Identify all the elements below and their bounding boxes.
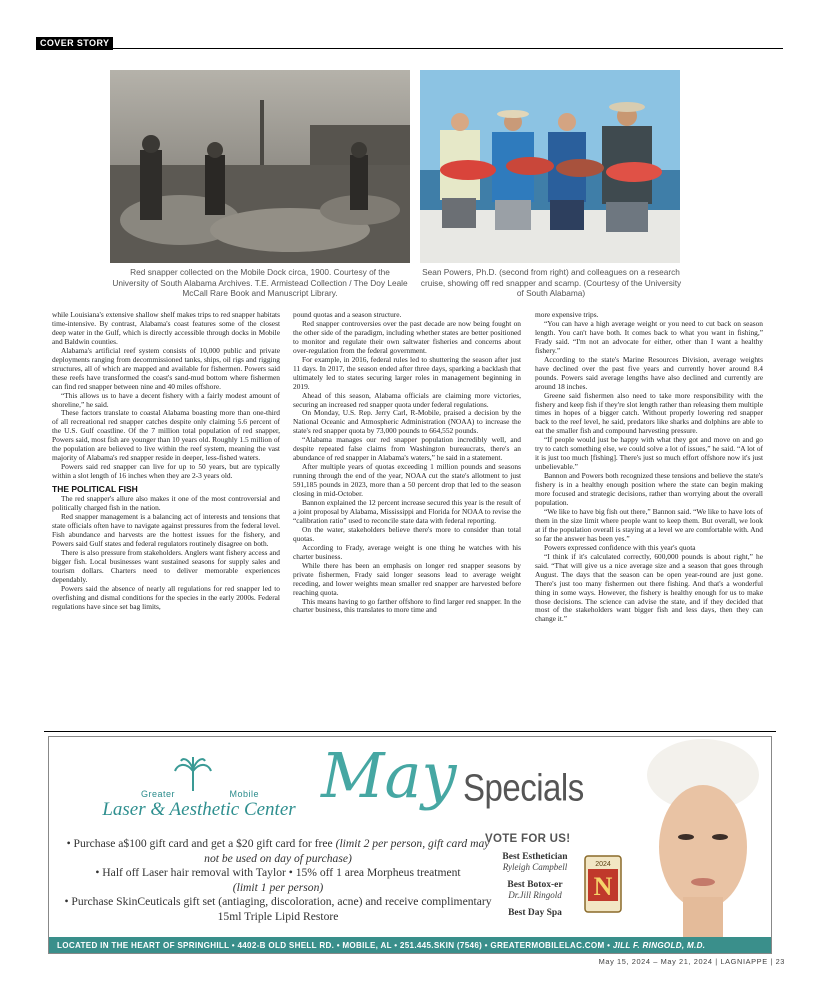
paragraph: While there has been an emphasis on longer red snapper seasons by private fishermen, Frady said longer seasons lead to average weight receding, and lower weights mean smaller red snapper are harvested before reaching quota. bbox=[293, 560, 521, 597]
paragraph: The red snapper's allure also makes it one of the most controversial and politically charged fish in the nation. bbox=[52, 494, 280, 513]
historic-dock-photo bbox=[110, 70, 410, 263]
article-column-3 bbox=[535, 311, 763, 624]
award-title: Best Botox-er bbox=[507, 880, 563, 890]
article-column-1 bbox=[52, 311, 280, 611]
paragraph: Ahead of this season, Alabama officials are claiming more victories, securing an increased red snapper quota under federal regulations. bbox=[293, 390, 521, 409]
page-folio: May 15, 2024 – May 21, 2024 | LAGNIAPPE | 23 bbox=[598, 957, 785, 966]
paragraph: “If people would just be happy with what they got and move on and go try to catch something else, we could solve a lot of issues,” he said. “A lot of it is just too much [fishing]. There's just so much effort offshore now it's just unbelievable.” bbox=[535, 435, 763, 472]
nappie-award-badge bbox=[584, 855, 622, 913]
paragraph: pound quotas and a season structure. bbox=[293, 310, 402, 319]
award-title: Best Esthetician bbox=[502, 852, 568, 862]
paragraph: On the water, stakeholders believe there's more to consider than total quotas. bbox=[293, 524, 521, 543]
ad-offers bbox=[63, 837, 493, 924]
ad-footer-text: LOCATED IN THE HEART OF SPRINGHILL • 4402-B OLD SHELL RD. • MOBILE, AL • 251.445.SKIN (7546) • GREATERMOBILELAC.COM • bbox=[57, 941, 611, 950]
paragraph: “We like to have big fish out there,” Bannon said. “We like to have lots of them in the size limit where people want to keep them. But overall, we look at if the population overall is staying at a level we are comfortable with. And so far the answer has been yes.” bbox=[535, 506, 763, 543]
paragraph: Greene said fishermen also need to take more responsibility with the fishery and keep fish if they're slot length rather than releasing them multiple times in hopes of a bigger catch. Without properly lowering red snapper back to the reef level, he said, predators like sharks and dolphins are able to eat the smaller fish and compound harvesting pressure. bbox=[535, 390, 763, 436]
paragraph: There is also pressure from stakeholders. Anglers want fishery access and bigger fish. Local businesses want sustained seasons for supply sales and tourism dollars. Charters need to deliver memorable experiences dependably. bbox=[52, 547, 280, 584]
paragraph: For example, in 2016, federal rules led to shuttering the season after just 11 days. In 2017, the season ended after three days, sparking a backlash that ultimately led to states securing larger roles in management beginning in 2019. bbox=[293, 354, 521, 391]
right-photo-caption: Sean Powers, Ph.D. (second from right) and colleagues on a research cruise, showing off red snapper and scamp. (Courtesy of the University of South Alabama) bbox=[420, 267, 682, 298]
page-number: 23 bbox=[775, 957, 785, 966]
ad-divider bbox=[44, 731, 776, 732]
paragraph: “Alabama manages our red snapper population incredibly well, and despite repeated false claims from Washington bureaucrats, there's an abundance of red snapper in Alabama's waters,” he said in a statement. bbox=[293, 435, 521, 463]
award-name: Dr.Jill Ringold bbox=[508, 890, 562, 900]
offer-1-note: (limit 2 per person, gift card may not be used on day of purchase) bbox=[204, 837, 490, 865]
brand-word-right: Mobile bbox=[229, 789, 259, 799]
paragraph: After multiple years of quotas exceeding 1 million pounds and seasons running through the end of the year, NOAA cut the state's allotment to just 591,185 pounds in 2023, more than a 50 percent drop that led to the season closing in mid-October. bbox=[293, 462, 521, 499]
paragraph: Powers said the absence of nearly all regulations for red snapper led to overfishing and dismal conditions for the species in the early 2000s. Federal regulations have since set bag limits, bbox=[52, 583, 280, 611]
paragraph: more expensive trips. bbox=[535, 310, 599, 319]
offer-2 bbox=[63, 866, 493, 895]
badge-year: 2024 bbox=[595, 861, 611, 868]
paragraph: On Monday, U.S. Rep. Jerry Carl, R-Mobile, praised a decision by the National Oceanic and Atmospheric Administration (NOAA) to increase the state's red snapper quota by 73,000 pounds to 664,552 pounds. bbox=[293, 408, 521, 436]
left-photo-caption: Red snapper collected on the Mobile Dock circa, 1900. Courtesy of the University of South Alabama Archives. T.E. Armistead Collection / The Doy Leale McCall Rare Book and Manuscript Library. bbox=[112, 267, 408, 298]
article-column-2 bbox=[293, 311, 521, 615]
research-cruise-photo bbox=[420, 70, 680, 263]
paragraph: According to Frady, average weight is one thing he watches with his charter business. bbox=[293, 542, 521, 561]
paragraph: Red snapper controversies over the past decade are now being fought on the other side of the paradigm, including whether states are better positioned to monitor and regulate their own saltwater fisheries and concerns about over-regulation from the federal government. bbox=[293, 318, 521, 355]
paragraph: Bannon and Powers both recognized these tensions and believe the state's fishery is in a healthy enough position where the state can begin making more focused and strategic decisions, rather than worrying about the overall population. bbox=[535, 471, 763, 508]
offer-2-text: • Half off Laser hair removal with Taylor • 15% off 1 area Morpheus treatment bbox=[95, 866, 461, 879]
header-rule bbox=[36, 48, 783, 49]
offer-1-text: • Purchase a$100 gift card and get a $20 gift card for free bbox=[66, 837, 333, 850]
badge-letter: N bbox=[593, 872, 613, 901]
paragraph: Bannon explained the 12 percent increase secured this year is the result of a joint proposal by Alabama, Mississippi and Florida for NOAA to revise the “calibration ratio” used to reconcile state data with federal reporting. bbox=[293, 498, 521, 525]
advertisement[interactable] bbox=[48, 736, 772, 954]
paragraph: “You can have a high average weight or you need to cut back on season length. You can't have both. It comes back to what you want in fishing,” Frady said. “I'm not an advocate for either, other than I want a healthy fishery.” bbox=[535, 318, 763, 355]
ad-footer-name: JILL F. RINGOLD, M.D. bbox=[612, 941, 706, 950]
paragraph: “This allows us to have a decent fishery with a fairly modest amount of shoreline,” he said. bbox=[52, 390, 280, 409]
paragraph: These factors translate to coastal Alabama boasting more than one-third of all recreational red snapper catches despite only claiming 5.6 percent of the U.S. Gulf coastline. Of the 7 million total population of red snapper, Powers said, most fish are younger than 10 years old. Roughly 1.5 million of the population are believed to live within the reef system, meaning the vast majority of Alabama's red snapper reside in deeper, less-fished waters. bbox=[52, 408, 280, 463]
paragraph: This means having to go farther offshore to find larger red snapper. In the charter business, this translates to more time and bbox=[293, 596, 521, 615]
awards-list bbox=[487, 852, 583, 918]
offer-1 bbox=[63, 837, 493, 866]
paragraph: Alabama's artificial reef system consists of 10,000 public and private deployments ranging from decommissioned tanks, ships, oil rigs and rigging structures, all of which are mapped and available for fishermen. Powers said these reefs have transformed the coast's sand-mud bottom where fishermen can find red snapper between nine and 40 miles offshore. bbox=[52, 345, 280, 391]
offer-3: • Purchase SkinCeuticals gift set (antiaging, discoloration, acne) and receive complimentary 15ml Triple Lipid Restore bbox=[64, 895, 492, 923]
model-face-image bbox=[631, 737, 772, 937]
paragraph: while Louisiana's extensive shallow shelf makes trips to red snapper habitats time-intensive. By contrast, Alabama's coast features some of the closest deep water in the Gulf, which is directly accessible through docks in Mobile and Baldwin counties. bbox=[52, 310, 280, 346]
paragraph: Red snapper management is a balancing act of interests and tensions that state officials often have to navigate against pressures from the federal level. Fish abundance and harvests are the hottest issues for the fishery, and Powers said Gulf states and federal regulators routinely disagree on both. bbox=[52, 511, 280, 548]
ad-headline-block: Specials bbox=[463, 766, 584, 809]
paragraph: Powers said red snapper can live for up to 50 years, but are typically within a slot length of 16 inches when they are 2-3 years old. bbox=[52, 462, 280, 481]
award-title: Best Day Spa bbox=[508, 908, 562, 918]
brand-word-left: Greater bbox=[141, 789, 176, 799]
section-heading: THE POLITICAL FISH bbox=[52, 484, 138, 495]
ad-brand bbox=[141, 789, 259, 799]
paragraph: Powers expressed confidence with this year's quota bbox=[544, 542, 696, 552]
offer-2-note: (limit 1 per person) bbox=[232, 880, 324, 894]
section-label: COVER STORY bbox=[36, 37, 113, 50]
vote-heading: VOTE FOR US! bbox=[485, 833, 571, 845]
paragraph: “I think if it's calculated correctly, 600,000 pounds is about right,” he said. “That will give us a nice average size and a season that goes through August. The days that the season can be open year-round are just gone. There's just too many fishermen out there fishing. And that's a wonderful thing in some ways. However, the fishery is healthy enough for us to make those decisions. The science can advise the state, and if they decided that most of the stakeholders want bigger fish and less days, then they can change it.” bbox=[535, 551, 763, 624]
ad-footer-bar bbox=[49, 937, 772, 954]
award-name: Ryleigh Campbell bbox=[502, 862, 568, 872]
issue-dates: May 15, 2024 – May 21, 2024 bbox=[598, 957, 713, 966]
paragraph: According to the state's Marine Resources Division, average weights have declined over the past five years and currently hover around 8.4 pounds. Powers said average lengths have also declined and currently are around 18 inches. bbox=[535, 354, 763, 391]
ad-center-name: Laser & Aesthetic Center bbox=[102, 799, 296, 820]
publication-name: LAGNIAPPE bbox=[720, 957, 768, 966]
ad-headline-script: May bbox=[321, 739, 457, 812]
